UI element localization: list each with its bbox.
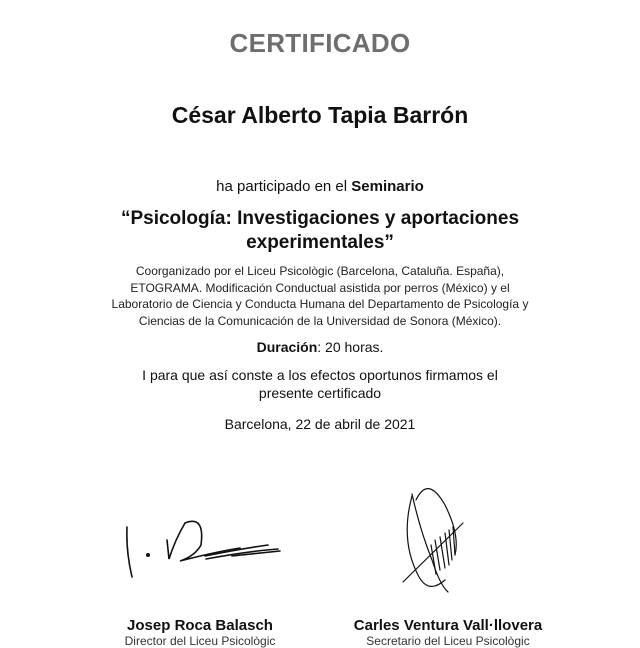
participation-prefix: ha participado en el (216, 178, 352, 195)
signatory-role-right: Secretario del Liceu Psicològic (366, 634, 530, 648)
signature-left (127, 521, 280, 577)
signature-right (403, 489, 463, 592)
place-date: Barcelona, 22 de abril de 2021 (224, 416, 416, 432)
signatory-role-left: Director del Liceu Psicològic (124, 634, 276, 648)
statement-text: I para que así conste a los efectos oportunos firmamos el presente certificado (142, 367, 498, 401)
duration-label: Duración (256, 339, 318, 355)
duration-value: : 20 horas. (317, 339, 384, 355)
seminar-title: “Psicología: Investigaciones y aportaciones experimentales” (120, 208, 520, 253)
certificate-title: CERTIFICADO (229, 28, 411, 58)
signatory-name-left: Josep Roca Balasch (127, 617, 273, 634)
recipient-name: César Alberto Tapia Barrón (171, 102, 469, 128)
organizers-text: Coorganizado por el Liceu Psicològic (Barcelona, Cataluña. España), ETOGRAMA. Modificación Conductual asistida por perros (México) y el Laboratorio de Ciencia y Conducta Humana del Departamento de Psicología y Ciencias de la Comunicación de la Universidad de Sonora (México). (111, 264, 529, 328)
signatory-name-right: Carles Ventura Vall·llovera (353, 617, 543, 634)
participation-type: Seminario (351, 178, 424, 195)
